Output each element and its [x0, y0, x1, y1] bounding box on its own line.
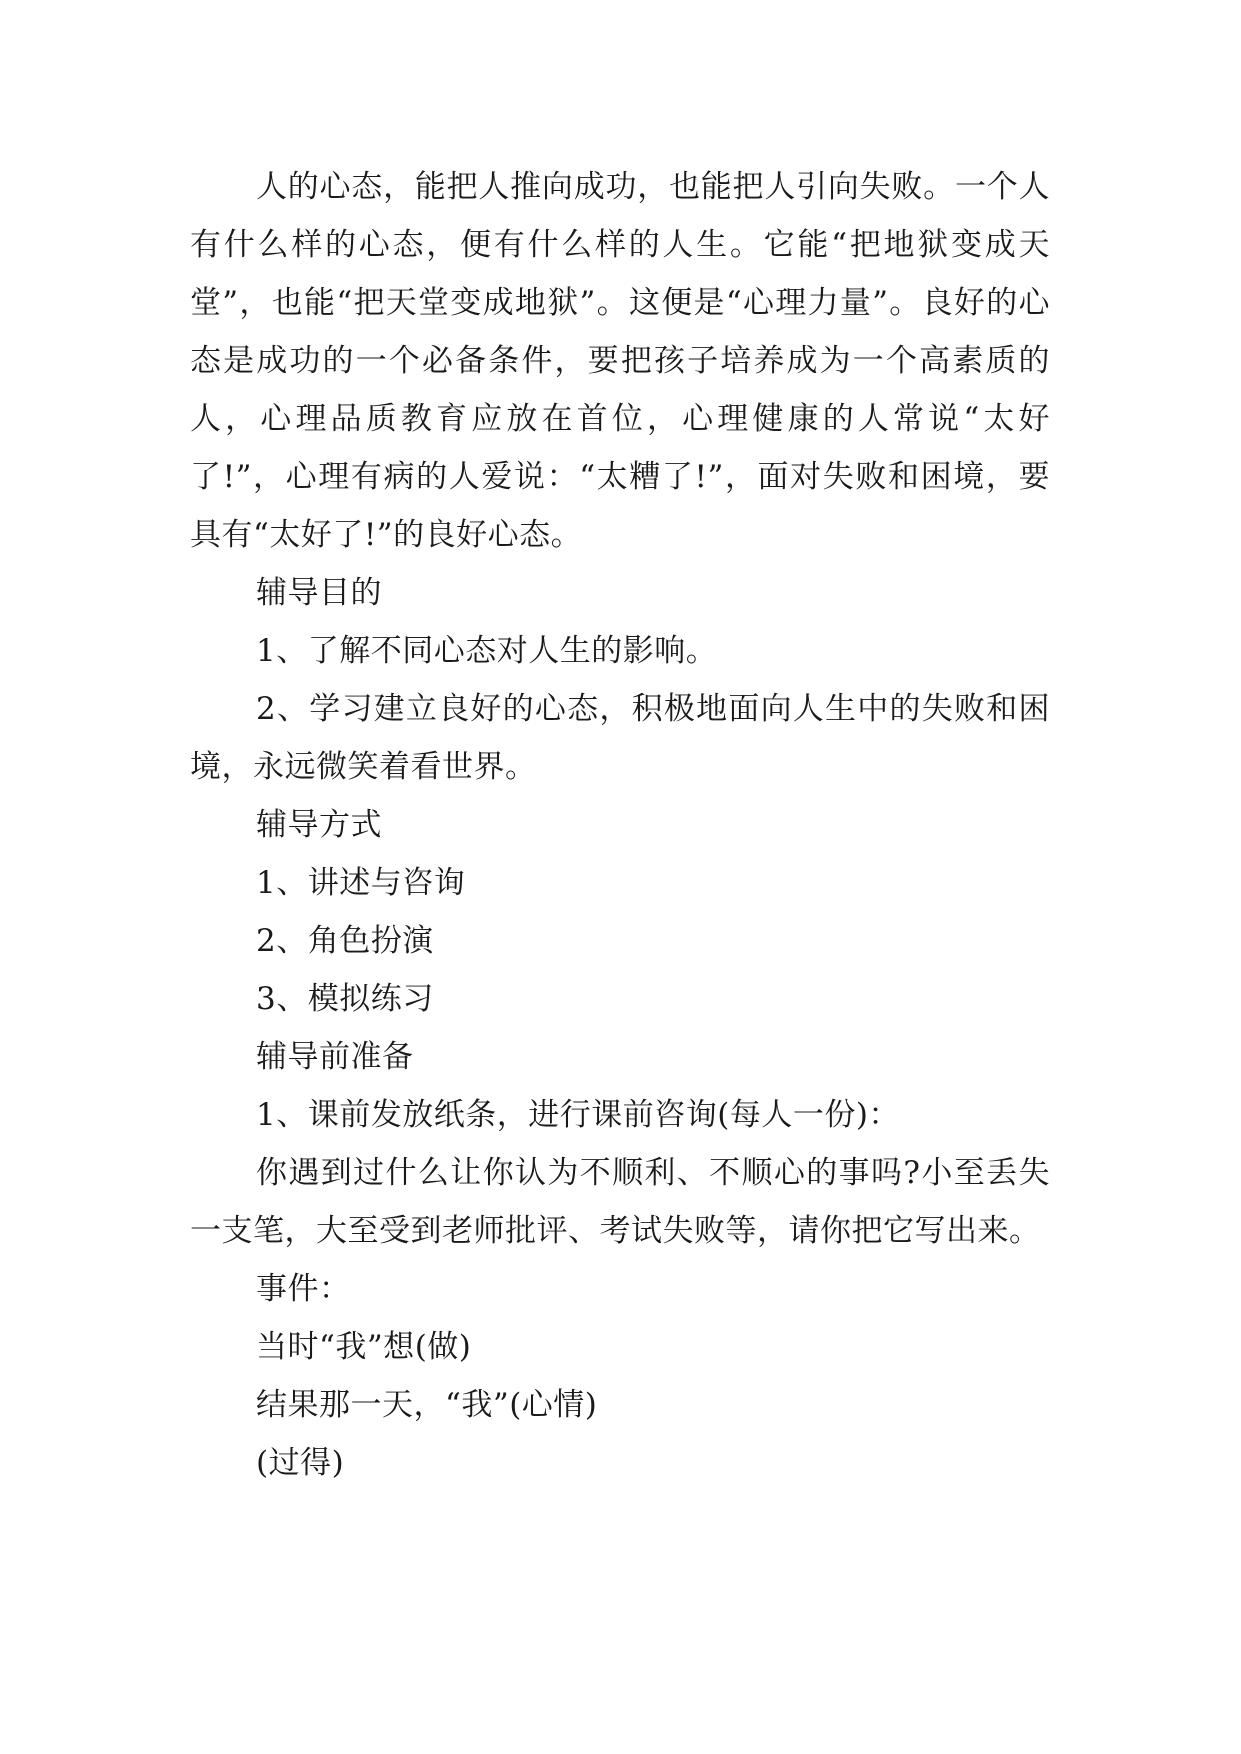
form-line-day: (过得): [256, 1445, 345, 1481]
goal-item-2: 2、学习建立良好的心态，积极地面向人生中的失败和困境，永远微笑着看世界。: [190, 691, 1050, 785]
goal-item-1: 1、了解不同心态对人生的影响。: [256, 633, 718, 669]
survey-question: 你遇到过什么让你认为不顺利、不顺心的事吗?小至丢失一支笔，大至受到老师批评、考试失败等，请你把它写出来。: [190, 1155, 1050, 1249]
intro-paragraph: 人的心态，能把人推向成功，也能把人引向失败。一个人有什么样的心态，便有什么样的人生。它能“把地狱变成天堂”，也能“把天堂变成地狱”。这便是“心理力量”。良好的心态是成功的一个必备条件，要把孩子培养成为一个高素质的人，心理品质教育应放在首位，心理健康的人常说“太好了!”，心理有病的人爱说：“太糟了!”，面对失败和困境，要具有“太好了!”的良好心态。: [190, 169, 1050, 553]
method-item-3: 3、模拟练习: [256, 981, 434, 1017]
section-heading-method: 辅导方式: [256, 807, 382, 843]
preparation-item-1: 1、课前发放纸条，进行课前咨询(每人一份)：: [256, 1097, 900, 1133]
section-heading-preparation: 辅导前准备: [256, 1039, 414, 1075]
method-item-1: 1、讲述与咨询: [256, 865, 466, 901]
section-heading-goal: 辅导目的: [256, 575, 382, 611]
form-line-event: 事件：: [256, 1271, 351, 1307]
document-body: [190, 158, 1050, 1492]
method-item-2: 2、角色扮演: [256, 923, 434, 959]
form-line-mood: 结果那一天，“我”(心情): [256, 1387, 598, 1423]
form-line-thought: 当时“我”想(做): [256, 1329, 472, 1365]
